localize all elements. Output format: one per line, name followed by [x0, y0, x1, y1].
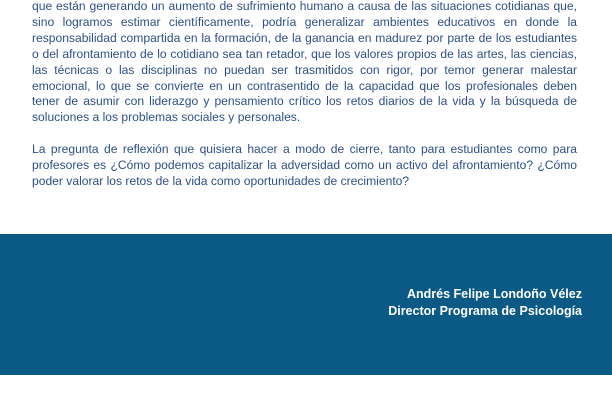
signature-role: Director Programa de Psicología — [388, 304, 582, 318]
page-footer-margin — [0, 375, 612, 400]
signature-name: Andrés Felipe Londoño Vélez — [406, 287, 582, 301]
signature-band — [0, 234, 612, 375]
signature-block — [388, 286, 582, 320]
paragraph-2: La pregunta de reflexión que quisiera hacer a modo de cierre, tanto para estudiantes como para profesores es ¿Cómo podemos capitalizar la adversidad como un activo del afrontamiento? ¿Cómo poder valorar los retos de la vida como oportunidades de crecimiento? — [32, 142, 577, 189]
document-body — [32, 0, 577, 190]
paragraph-1: que están generando un aumento de sufrimiento humano a causa de las situaciones cotidianas que, sino logramos estimar científicamente, podría generalizar ambientes educativos en donde la responsabilidad compartida en la formación, de la ganancia en madurez por parte de los estudiantes o del afrontamiento de lo cotidiano sea tan retador, que los valores propios de las artes, las ciencias, las técnicas o las disciplinas no puedan ser trasmitidos con rigor, por temor generar malestar emocional, lo que se convierte en un contrasentido de la capacidad que los profesionales deben tener de asumir con liderazgo y pensamiento crítico los retos diarios de la vida y la búsqueda de soluciones a los problemas sociales y personales. — [32, 0, 577, 125]
